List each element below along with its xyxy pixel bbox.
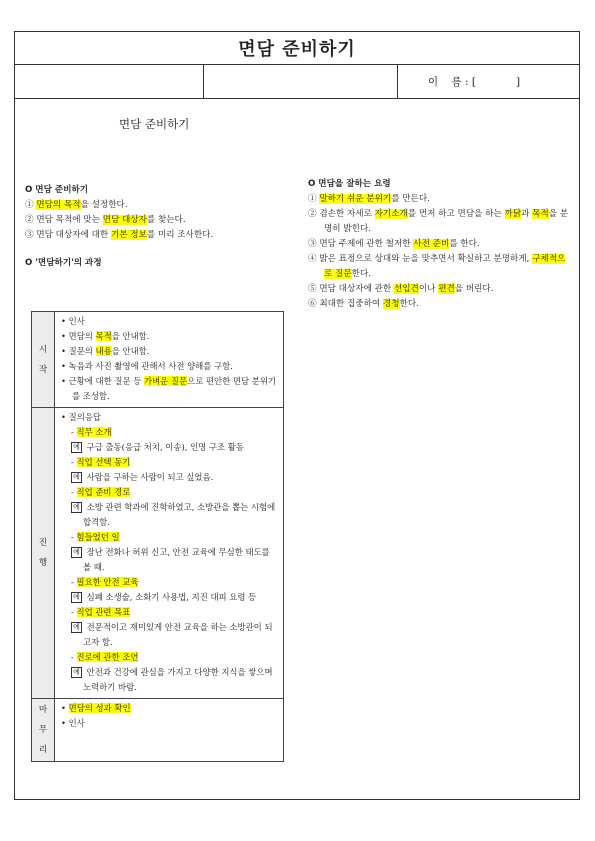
highlighted-text: 경청 bbox=[382, 299, 400, 309]
topic-title: - 직업 관련 목표 bbox=[71, 607, 131, 617]
bullet-item: • 면담의 성과 확인 bbox=[61, 703, 131, 713]
highlighted-text: 직업 준비 경로 bbox=[76, 487, 131, 497]
highlighted-text: 면담 대상자 bbox=[102, 215, 147, 225]
left-column bbox=[25, 183, 281, 271]
stage-label-start bbox=[32, 312, 55, 408]
prep-heading: O 면담 준비하기 bbox=[25, 185, 89, 195]
stage-body-end bbox=[55, 699, 284, 762]
highlighted-text: 사전 준비 bbox=[413, 239, 450, 249]
topic-example: 예 장난 전화나 허위 신고, 안전 교육에 무심한 태도를 볼 때. bbox=[61, 545, 279, 575]
highlighted-text: 선입견 bbox=[393, 284, 419, 294]
name-row bbox=[15, 65, 579, 99]
tip-item: ① 말하기 쉬운 분위기를 만든다. bbox=[308, 194, 430, 204]
stage-middle bbox=[32, 408, 284, 699]
example-mark-icon: 예 bbox=[71, 502, 82, 513]
highlighted-text: 내용 bbox=[95, 346, 112, 356]
highlighted-text: 구체적으로 질문 bbox=[324, 254, 566, 279]
topic-example: 예 안전과 건강에 관심을 가지고 다양한 지식을 쌓으며 노력하기 바람. bbox=[61, 665, 279, 695]
highlighted-text: 면담의 성과 확인 bbox=[68, 703, 131, 713]
tips-heading: O 면담을 잘하는 요령 bbox=[308, 179, 391, 189]
example-mark-icon: 예 bbox=[71, 442, 82, 453]
stage-label-char: 무 bbox=[38, 725, 48, 735]
example-mark-icon: 예 bbox=[71, 667, 82, 678]
bullet-item: • 인사 bbox=[61, 718, 85, 728]
subtitle: 면담 준비하기 bbox=[119, 117, 190, 131]
stage-label-char: 진 bbox=[38, 538, 48, 548]
highlighted-text: 면담의 목적 bbox=[36, 200, 81, 210]
stage-start bbox=[32, 312, 284, 408]
topic-example: 예 심폐 소생술, 소화기 사용법, 지진 대피 요령 등 bbox=[61, 590, 279, 605]
topic-title: - 직업 선택 동기 bbox=[71, 457, 131, 467]
highlighted-text: 직무 소개 bbox=[76, 427, 112, 437]
highlighted-text: 진로에 관한 조언 bbox=[76, 652, 139, 662]
highlighted-text: 자기소개 bbox=[374, 209, 408, 219]
topic-title: - 진로에 관한 조언 bbox=[71, 652, 139, 662]
topic-example: 예 사람을 구하는 사람이 되고 싶었음. bbox=[61, 470, 279, 485]
bullet-item: • 질문의 내용을 안내함. bbox=[61, 346, 150, 356]
example-mark-icon: 예 bbox=[71, 592, 82, 603]
process-heading: O '면담하기'의 과정 bbox=[25, 258, 102, 268]
highlighted-text: 말하기 쉬운 분위기 bbox=[319, 194, 392, 204]
topic-title: - 직업 준비 경로 bbox=[71, 487, 131, 497]
topic-title: - 필요한 안전 교육 bbox=[71, 577, 139, 587]
stage-label-char: 작 bbox=[38, 364, 48, 375]
bullet-item: • 인사 bbox=[61, 316, 85, 326]
prep-item: ① 면담의 목적을 설정한다. bbox=[25, 200, 128, 210]
highlighted-text: 필요한 안전 교육 bbox=[76, 577, 139, 587]
highlighted-text: 목적 bbox=[95, 331, 112, 341]
bullet-item: • 면담의 목적을 안내함. bbox=[61, 331, 150, 341]
tip-item: ⑥ 최대한 집중하여 경청한다. bbox=[308, 299, 419, 309]
blank-cell-2 bbox=[204, 65, 398, 98]
right-column bbox=[308, 177, 572, 312]
name-field-label: 이 름 : [ ] bbox=[428, 76, 521, 88]
highlighted-text: 편견 bbox=[438, 284, 455, 294]
document-title: 면담 준비하기 bbox=[15, 32, 579, 65]
stage-label-char: 마 bbox=[38, 705, 48, 715]
stage-label-char: 행 bbox=[38, 558, 48, 568]
prep-item: ② 면담 목적에 맞는 면담 대상자를 찾는다. bbox=[25, 215, 186, 225]
stage-end bbox=[32, 699, 284, 762]
topic-title: - 직무 소개 bbox=[71, 427, 112, 437]
tip-item: ⑤ 면담 대상자에 관한 선입견이나 편견을 버린다. bbox=[308, 284, 494, 294]
topic-example: 예 전문적이고 재미있게 안전 교육을 하는 소방관이 되고자 함. bbox=[61, 620, 279, 650]
topic-title: - 힘들었던 일 bbox=[71, 532, 120, 542]
tip-item: ③ 면담 주제에 관한 철저한 사전 준비를 한다. bbox=[308, 239, 480, 249]
stage-body-start bbox=[55, 312, 284, 408]
highlighted-text: 가벼운 질문 bbox=[143, 376, 188, 386]
example-mark-icon: 예 bbox=[71, 547, 82, 558]
bullet-item: • 녹음과 사진 촬영에 관해서 사전 양해를 구함. bbox=[61, 361, 233, 371]
highlighted-text: 직업 선택 동기 bbox=[76, 457, 131, 467]
highlighted-text: 직업 관련 목표 bbox=[76, 607, 131, 617]
bullet-item: • 근황에 대한 질문 등 가벼운 질문으로 편안한 면담 분위기를 조성함. bbox=[61, 376, 276, 401]
blank-cell-1 bbox=[15, 65, 204, 98]
name-field bbox=[398, 65, 579, 98]
stage-label-end bbox=[32, 699, 55, 762]
highlighted-text: 기본 정보 bbox=[110, 230, 147, 240]
example-mark-icon: 예 bbox=[71, 472, 82, 483]
example-mark-icon: 예 bbox=[71, 622, 82, 633]
highlighted-text: 까닭 bbox=[504, 209, 522, 219]
topic-example: 예 소방 관련 학과에 진학하였고, 소방관을 뽑는 시험에 합격함. bbox=[61, 500, 279, 530]
highlighted-text: 목적 bbox=[532, 209, 549, 219]
tip-item: ② 겸손한 자세로 자기소개를 먼저 하고 면담을 하는 까닭과 목적을 분명히 밝힌다. bbox=[308, 209, 569, 234]
stage-label-char: 시 bbox=[38, 344, 48, 355]
tip-item: ④ 밝은 표정으로 상대와 눈을 맞추면서 확실하고 분명하게, 구체적으로 질문한다. bbox=[308, 254, 566, 279]
highlighted-text: 힘들었던 일 bbox=[76, 532, 120, 542]
topic-example: 예 구급 출동(응급 처치, 이송), 인명 구조 활동 bbox=[61, 440, 279, 455]
prep-item: ③ 면담 대상자에 대한 기본 정보를 미리 조사한다. bbox=[25, 230, 214, 240]
stage-label-char: 리 bbox=[38, 745, 48, 755]
tips-list bbox=[308, 192, 572, 312]
stage-label-middle bbox=[32, 408, 55, 699]
bullet-item: • 질의응답 bbox=[61, 412, 101, 422]
document-frame bbox=[14, 31, 580, 800]
process-table bbox=[31, 311, 284, 762]
prep-list bbox=[25, 198, 281, 243]
stage-body-middle bbox=[55, 408, 284, 699]
